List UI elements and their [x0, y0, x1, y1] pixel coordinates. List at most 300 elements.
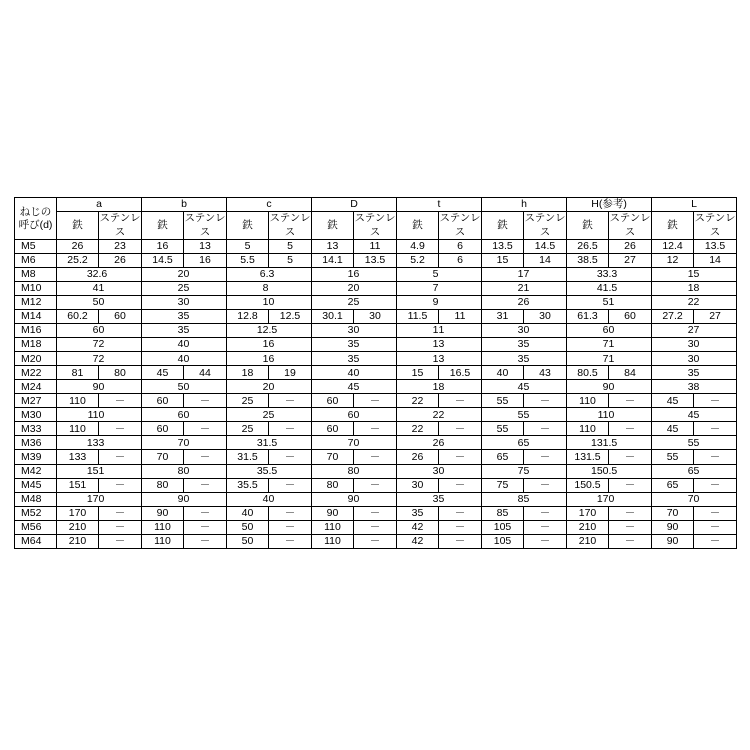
cell-a-shared: 0 — [99, 492, 142, 506]
cell-h-tetsu: 15 — [482, 254, 524, 268]
cell-H-shared: 0 — [609, 408, 652, 422]
cell-b-stainless: － — [184, 450, 227, 464]
cell-t-shared: 2 — [397, 408, 439, 422]
cell-L-shared: 3 — [652, 380, 694, 394]
cell-h-stainless: － — [524, 394, 567, 408]
cell-t-shared — [439, 268, 482, 282]
cell-b-stainless: － — [184, 394, 227, 408]
cell-H-tetsu: 210 — [567, 520, 609, 534]
sub-header-stainless: ステンレス — [439, 212, 481, 238]
cell-a-stainless: 60 — [99, 310, 142, 324]
cell-D-tetsu: 30.1 — [312, 310, 354, 324]
cell-h-shared: 7 — [482, 464, 524, 478]
cell-t-shared: 1 — [397, 380, 439, 394]
cell-L-tetsu: 12 — [652, 254, 694, 268]
cell-b-shared: 8 — [142, 464, 184, 478]
cell-c-stainless: 12.5 — [269, 310, 312, 324]
cell-c-shared: 2 — [227, 380, 269, 394]
cell-t-stainless: － — [439, 422, 482, 436]
sub-header-tetsu: 鉄 — [142, 212, 184, 240]
col-header-L: L — [652, 198, 737, 212]
cell-t-shared: 3 — [439, 338, 482, 352]
cell-b-shared: 0 — [184, 380, 227, 394]
cell-b-stainless: － — [184, 478, 227, 492]
cell-L-shared: 8 — [694, 282, 737, 296]
cell-L-tetsu: 90 — [652, 520, 694, 534]
cell-h-shared: 5 — [524, 380, 567, 394]
cell-h-tetsu: 75 — [482, 478, 524, 492]
cell-a-stainless: － — [99, 506, 142, 520]
cell-L-shared: 5 — [694, 436, 737, 450]
cell-L-shared: 5 — [694, 268, 737, 282]
cell-L-shared: 3 — [652, 352, 694, 366]
thread-size-cell: M5 — [15, 240, 57, 254]
cell-c-stainless: 19 — [269, 366, 312, 380]
cell-D-tetsu: 60 — [312, 394, 354, 408]
thread-size-cell: M39 — [15, 450, 57, 464]
cell-H-tetsu: 38.5 — [567, 254, 609, 268]
cell-b-tetsu: 60 — [142, 422, 184, 436]
cell-H-stainless: － — [609, 450, 652, 464]
cell-L-stainless: － — [694, 520, 737, 534]
cell-h-shared: 8 — [482, 492, 524, 506]
thread-size-cell: M48 — [15, 492, 57, 506]
sub-header-tetsu: 鉄 — [227, 212, 269, 240]
cell-c-stainless: － — [269, 422, 312, 436]
cell-c-tetsu: 5 — [227, 240, 269, 254]
table-row — [15, 338, 737, 352]
cell-a-stainless: － — [99, 422, 142, 436]
cell-t-shared: 2 — [397, 436, 439, 450]
cell-L-shared: 3 — [652, 366, 694, 380]
cell-b-stainless: 16 — [184, 254, 227, 268]
cell-b-shared: 0 — [184, 464, 227, 478]
cell-b-shared: 5 — [184, 324, 227, 338]
cell-t-stainless: － — [439, 506, 482, 520]
cell-L-tetsu: 45 — [652, 422, 694, 436]
cell-H-stainless: － — [609, 478, 652, 492]
cell-D-stainless: － — [354, 450, 397, 464]
cell-L-stainless: － — [694, 506, 737, 520]
cell-b-shared: 5 — [184, 282, 227, 296]
cell-c-shared: 0 — [269, 492, 312, 506]
cell-c-shared: 12 — [227, 324, 269, 338]
cell-h-tetsu: 13.5 — [482, 240, 524, 254]
cell-D-stainless: － — [354, 506, 397, 520]
cell-b-stainless: － — [184, 422, 227, 436]
sub-header-stainless: ステンレス — [694, 212, 736, 238]
cell-c-tetsu: 12.8 — [227, 310, 269, 324]
sub-header-tetsu: 鉄 — [312, 212, 354, 240]
cell-L-stainless: 27 — [694, 310, 737, 324]
cell-a-shared: 0 — [99, 408, 142, 422]
cell-D-shared: 0 — [354, 436, 397, 450]
cell-c-tetsu: 31.5 — [227, 450, 269, 464]
cell-a-tetsu: 151 — [57, 478, 99, 492]
cell-a-shared: 32 — [57, 268, 99, 282]
cell-c-shared: 1 — [227, 338, 269, 352]
cell-c-stainless: 5 — [269, 254, 312, 268]
cell-b-shared: 4 — [142, 352, 184, 366]
table-row — [15, 324, 737, 338]
cell-D-shared: 9 — [312, 492, 354, 506]
cell-t-shared: 1 — [397, 324, 439, 338]
cell-b-stainless: － — [184, 534, 227, 548]
cell-L-shared: 6 — [652, 464, 694, 478]
cell-D-shared: 3 — [312, 352, 354, 366]
sub-header-stainless: ステンレス — [609, 212, 651, 238]
cell-b-shared: 9 — [142, 492, 184, 506]
cell-c-shared: 6 — [269, 352, 312, 366]
cell-c-tetsu: 50 — [227, 534, 269, 548]
sub-header-tetsu: 鉄 — [652, 212, 694, 240]
cell-a-tetsu: 133 — [57, 450, 99, 464]
cell-t-tetsu: 22 — [397, 422, 439, 436]
cell-h-shared: 2 — [482, 282, 524, 296]
cell-L-tetsu: 45 — [652, 394, 694, 408]
cell-a-stainless: 80 — [99, 366, 142, 380]
table-row — [15, 534, 737, 548]
cell-a-shared: 0 — [99, 296, 142, 310]
cell-H-stainless: － — [609, 394, 652, 408]
cell-h-shared: 7 — [524, 268, 567, 282]
cell-h-stainless: － — [524, 506, 567, 520]
thread-size-cell: M16 — [15, 324, 57, 338]
cell-L-stainless: 13.5 — [694, 240, 737, 254]
cell-h-stainless: 30 — [524, 310, 567, 324]
cell-D-shared: 5 — [354, 352, 397, 366]
cell-a-shared: 0 — [99, 324, 142, 338]
cell-H-shared: 1 — [609, 338, 652, 352]
cell-L-stainless: － — [694, 450, 737, 464]
table-row — [15, 268, 737, 282]
cell-b-shared: 0 — [184, 436, 227, 450]
cell-D-shared: 4 — [312, 366, 354, 380]
thread-size-cell: M6 — [15, 254, 57, 268]
cell-L-shared: 2 — [652, 324, 694, 338]
thread-size-cell: M42 — [15, 464, 57, 478]
cell-H-tetsu: 26.5 — [567, 240, 609, 254]
cell-L-shared: 8 — [694, 380, 737, 394]
cell-H-shared: 1 — [609, 352, 652, 366]
cell-D-stainless: － — [354, 520, 397, 534]
cell-b-shared: 3 — [142, 324, 184, 338]
thread-size-cell: M27 — [15, 394, 57, 408]
cell-L-shared: 5 — [652, 436, 694, 450]
cell-b-stainless: － — [184, 520, 227, 534]
cell-H-shared: 150 — [567, 464, 609, 478]
thread-size-cell: M45 — [15, 478, 57, 492]
cell-c-shared: 0 — [269, 296, 312, 310]
thread-size-cell: M33 — [15, 422, 57, 436]
cell-t-tetsu: 42 — [397, 534, 439, 548]
cell-H-shared: 0 — [609, 324, 652, 338]
sub-header-stainless: ステンレス — [184, 212, 226, 238]
cell-L-tetsu: 55 — [652, 450, 694, 464]
cell-t-shared: 1 — [397, 338, 439, 352]
sub-header-stainless: ステンレス — [269, 212, 311, 238]
cell-a-tetsu: 110 — [57, 422, 99, 436]
cell-D-tetsu: 14.1 — [312, 254, 354, 268]
cell-c-shared: 8 — [227, 282, 269, 296]
cell-c-stainless: － — [269, 478, 312, 492]
table-row — [15, 464, 737, 478]
cell-h-shared: 5 — [482, 408, 524, 422]
cell-D-shared: 5 — [354, 380, 397, 394]
cell-a-tetsu: 25.2 — [57, 254, 99, 268]
cell-t-shared: 5 — [439, 492, 482, 506]
cell-h-shared: 5 — [524, 464, 567, 478]
cell-H-shared: 6 — [567, 324, 609, 338]
cell-b-tetsu: 90 — [142, 506, 184, 520]
cell-h-tetsu: 55 — [482, 394, 524, 408]
cell-h-shared: 0 — [524, 324, 567, 338]
cell-L-stainless: － — [694, 422, 737, 436]
cell-t-stainless: － — [439, 478, 482, 492]
cell-c-shared: 6. — [227, 268, 269, 282]
cell-h-stainless: 14 — [524, 254, 567, 268]
cell-a-shared: 9 — [57, 380, 99, 394]
cell-t-tetsu: 11.5 — [397, 310, 439, 324]
cell-t-stainless: － — [439, 534, 482, 548]
cell-a-tetsu: 210 — [57, 520, 99, 534]
cell-a-stainless: － — [99, 520, 142, 534]
cell-b-stainless: 13 — [184, 240, 227, 254]
cell-t-tetsu: 42 — [397, 520, 439, 534]
cell-H-shared: 11 — [567, 408, 609, 422]
cell-a-shared: 3 — [99, 436, 142, 450]
cell-a-stainless: － — [99, 394, 142, 408]
cell-c-tetsu: 35.5 — [227, 478, 269, 492]
cell-H-stainless: － — [609, 506, 652, 520]
cell-D-shared: 0 — [354, 282, 397, 296]
cell-b-shared: 6 — [142, 408, 184, 422]
cell-D-tetsu: 90 — [312, 506, 354, 520]
cell-c-shared: .5 — [269, 464, 312, 478]
cell-a-tetsu: 210 — [57, 534, 99, 548]
cell-H-shared: 41 — [567, 282, 609, 296]
thread-size-cell: M56 — [15, 520, 57, 534]
cell-t-stainless: － — [439, 394, 482, 408]
cell-D-stainless: － — [354, 394, 397, 408]
cell-D-shared: 0 — [354, 408, 397, 422]
cell-t-shared: 9 — [397, 296, 439, 310]
cell-c-stainless: － — [269, 534, 312, 548]
cell-H-tetsu: 110 — [567, 422, 609, 436]
cell-b-tetsu: 110 — [142, 520, 184, 534]
cell-c-shared: 1 — [227, 296, 269, 310]
cell-a-tetsu: 60.2 — [57, 310, 99, 324]
cell-b-shared: 2 — [142, 282, 184, 296]
cell-b-shared: 3 — [142, 310, 184, 324]
sub-header-tetsu: 鉄 — [567, 212, 609, 240]
cell-h-stainless: 14.5 — [524, 240, 567, 254]
col-header-c: c — [227, 198, 312, 212]
cell-h-stainless: 43 — [524, 366, 567, 380]
cell-a-shared: 5 — [57, 296, 99, 310]
sub-header-tetsu: 鉄 — [397, 212, 439, 240]
cell-b-tetsu: 16 — [142, 240, 184, 254]
cell-h-shared: 1 — [482, 268, 524, 282]
cell-H-tetsu: 131.5 — [567, 450, 609, 464]
thread-size-cell: M30 — [15, 408, 57, 422]
cell-L-shared: 1 — [652, 268, 694, 282]
cell-h-shared: 6 — [482, 436, 524, 450]
cell-t-tetsu: 35 — [397, 506, 439, 520]
cell-a-stainless: － — [99, 478, 142, 492]
cell-c-shared: 35 — [227, 464, 269, 478]
sub-header-tetsu: 鉄 — [57, 212, 99, 240]
cell-a-shared: 7 — [57, 352, 99, 366]
cell-H-tetsu: 170 — [567, 506, 609, 520]
cell-c-shared: 6 — [269, 338, 312, 352]
cell-D-stainless: 30 — [354, 310, 397, 324]
cell-t-tetsu: 22 — [397, 394, 439, 408]
cell-a-stainless: － — [99, 450, 142, 464]
cell-a-shared: 1 — [99, 464, 142, 478]
cell-L-shared: 5 — [694, 464, 737, 478]
cell-D-tetsu: 13 — [312, 240, 354, 254]
table-row — [15, 478, 737, 492]
cell-L-stainless: 14 — [694, 254, 737, 268]
cell-h-tetsu: 55 — [482, 422, 524, 436]
cell-b-tetsu: 70 — [142, 450, 184, 464]
cell-c-shared: 4 — [227, 492, 269, 506]
cell-b-tetsu: 60 — [142, 394, 184, 408]
cell-D-shared: 8 — [312, 464, 354, 478]
cell-c-shared: 0 — [269, 380, 312, 394]
cell-t-stainless: 6 — [439, 254, 482, 268]
cell-H-tetsu: 110 — [567, 394, 609, 408]
cell-a-tetsu: 26 — [57, 240, 99, 254]
table-row — [15, 408, 737, 422]
cell-b-shared: 0 — [184, 352, 227, 366]
cell-L-tetsu: 70 — [652, 506, 694, 520]
cell-a-shared: 1 — [99, 282, 142, 296]
cell-b-shared: 0 — [184, 408, 227, 422]
cell-D-tetsu: 70 — [312, 450, 354, 464]
cell-t-shared: 1 — [397, 352, 439, 366]
cell-a-shared: 4 — [57, 282, 99, 296]
dimension-table — [14, 197, 737, 549]
cell-H-stainless: － — [609, 520, 652, 534]
table-row — [15, 296, 737, 310]
cell-D-shared: 0 — [354, 492, 397, 506]
cell-t-tetsu: 26 — [397, 450, 439, 464]
cell-L-tetsu: 12.4 — [652, 240, 694, 254]
cell-a-shared: 13 — [57, 436, 99, 450]
cell-c-stainless: － — [269, 506, 312, 520]
thread-size-cell: M10 — [15, 282, 57, 296]
cell-t-shared: 1 — [439, 324, 482, 338]
cell-h-tetsu: 40 — [482, 366, 524, 380]
cell-b-shared: 7 — [142, 436, 184, 450]
cell-b-shared: 2 — [142, 268, 184, 282]
cell-t-shared: 6 — [439, 436, 482, 450]
table-row — [15, 254, 737, 268]
cell-h-stainless: － — [524, 422, 567, 436]
cell-H-stainless: 27 — [609, 254, 652, 268]
cell-L-shared: 2 — [694, 296, 737, 310]
cell-a-tetsu: 81 — [57, 366, 99, 380]
thread-size-cell: M8 — [15, 268, 57, 282]
col-header-a: a — [57, 198, 142, 212]
cell-b-shared: 0 — [184, 492, 227, 506]
cell-L-shared: 1 — [652, 282, 694, 296]
cell-H-shared: 131 — [567, 436, 609, 450]
cell-h-shared: 5 — [524, 338, 567, 352]
cell-t-stainless: 16.5 — [439, 366, 482, 380]
cell-h-shared: 5 — [524, 492, 567, 506]
cell-D-shared: 3 — [312, 324, 354, 338]
cell-a-shared: .6 — [99, 268, 142, 282]
cell-L-tetsu: 27.2 — [652, 310, 694, 324]
cell-L-shared: 0 — [694, 492, 737, 506]
table-row — [15, 240, 737, 254]
cell-a-shared: 15 — [57, 464, 99, 478]
cell-h-shared: 3 — [482, 324, 524, 338]
table-row — [15, 422, 737, 436]
cell-D-shared: 0 — [354, 464, 397, 478]
cell-h-stainless: － — [524, 534, 567, 548]
thread-size-cell: M22 — [15, 366, 57, 380]
cell-H-tetsu: 80.5 — [567, 366, 609, 380]
cell-b-tetsu: 80 — [142, 478, 184, 492]
cell-c-stainless: － — [269, 450, 312, 464]
cell-H-stainless: － — [609, 534, 652, 548]
cell-L-shared: 7 — [694, 324, 737, 338]
cell-h-tetsu: 85 — [482, 506, 524, 520]
cell-t-stainless: 6 — [439, 240, 482, 254]
cell-c-tetsu: 50 — [227, 520, 269, 534]
cell-H-tetsu: 210 — [567, 534, 609, 548]
cell-H-shared: .5 — [609, 464, 652, 478]
cell-H-stainless: 84 — [609, 366, 652, 380]
cell-c-tetsu: 25 — [227, 394, 269, 408]
table-row — [15, 310, 737, 324]
cell-H-shared: .5 — [609, 282, 652, 296]
table-row — [15, 436, 737, 450]
cell-h-tetsu: 105 — [482, 520, 524, 534]
table-row — [15, 282, 737, 296]
cell-L-shared: 4 — [652, 408, 694, 422]
cell-t-shared: 3 — [397, 464, 439, 478]
cell-h-shared: 5 — [524, 436, 567, 450]
cell-L-shared: 7 — [652, 492, 694, 506]
cell-H-tetsu: 150.5 — [567, 478, 609, 492]
cell-t-stainless: － — [439, 450, 482, 464]
cell-t-tetsu: 4.9 — [397, 240, 439, 254]
cell-c-tetsu: 40 — [227, 506, 269, 520]
cell-h-tetsu: 105 — [482, 534, 524, 548]
cell-a-shared: 2 — [99, 352, 142, 366]
cell-D-shared: 2 — [312, 296, 354, 310]
cell-L-shared: 0 — [694, 352, 737, 366]
cell-D-shared: 3 — [312, 338, 354, 352]
cell-t-tetsu: 15 — [397, 366, 439, 380]
cell-c-stainless: 5 — [269, 240, 312, 254]
cell-c-shared: 2 — [227, 408, 269, 422]
thread-size-header: ねじの呼び(d) — [15, 198, 57, 240]
cell-a-shared: 6 — [57, 324, 99, 338]
thread-size-cell: M12 — [15, 296, 57, 310]
sub-header-stainless: ステンレス — [524, 212, 566, 238]
thread-size-cell: M18 — [15, 338, 57, 352]
cell-H-stainless: 60 — [609, 310, 652, 324]
cell-t-tetsu: 5.2 — [397, 254, 439, 268]
cell-H-shared: .5 — [609, 436, 652, 450]
sub-header-stainless: ステンレス — [99, 212, 141, 238]
